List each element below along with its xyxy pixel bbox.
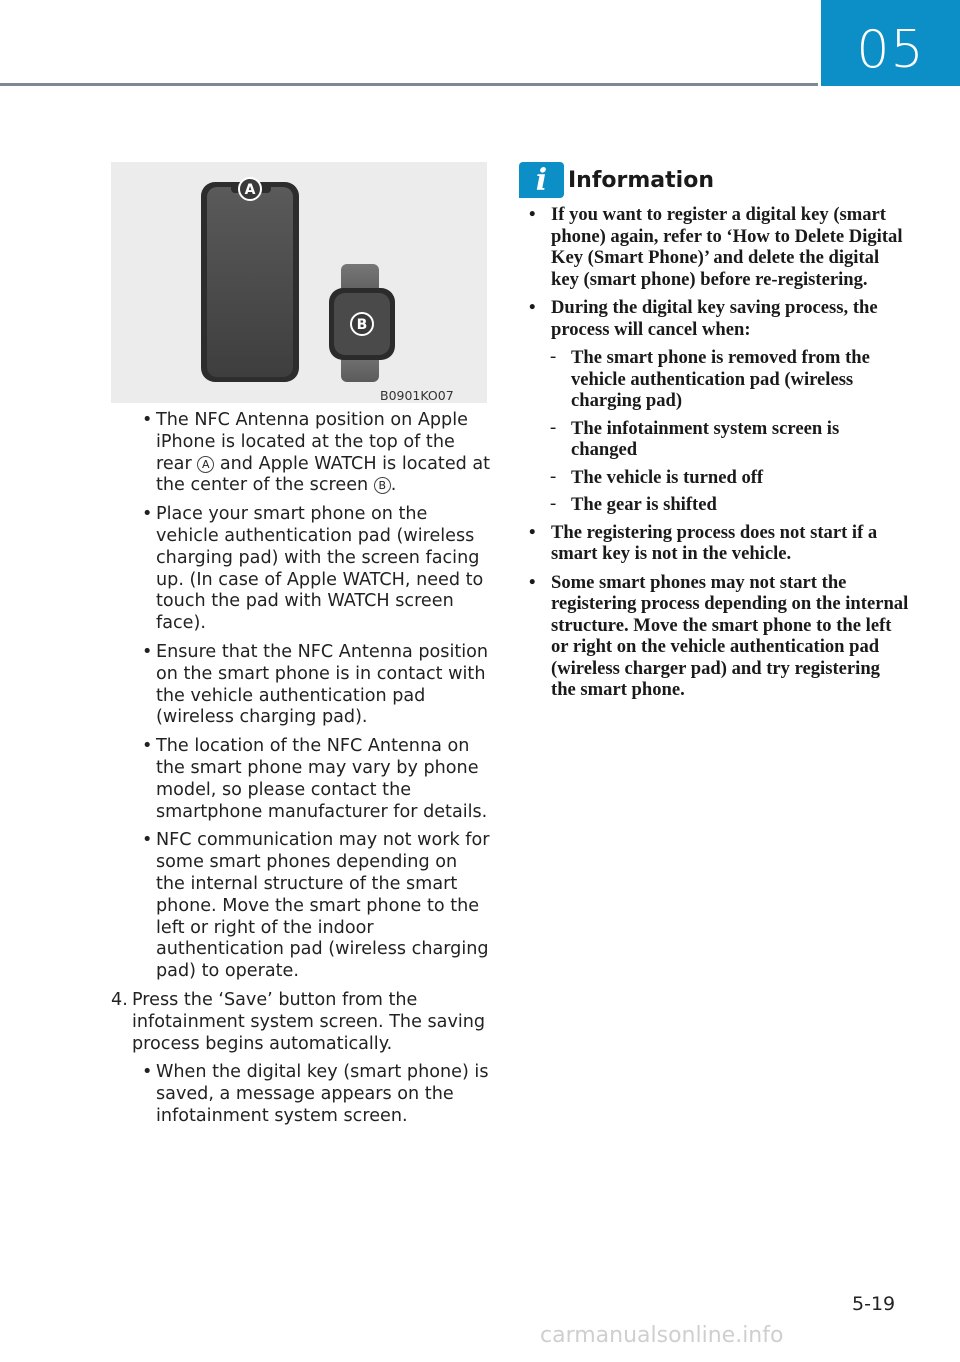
info-bullet-reregister: [529, 204, 909, 290]
bullet-dot: •: [142, 504, 153, 525]
bullet-text: .: [390, 475, 397, 496]
chapter-tab: 05: [821, 0, 960, 86]
bullet-nfc-communication: [111, 830, 491, 983]
information-title: Information: [568, 168, 714, 193]
bullet-text: The registering process does not start if a smart key is not in the vehicle.: [551, 521, 878, 564]
bullet-dot: •: [142, 736, 153, 757]
header-rule: [0, 83, 818, 86]
figure-phone-watch: [111, 162, 487, 403]
info-bullet-cancel-conditions: [529, 297, 909, 340]
bullet-dot: •: [142, 1062, 153, 1083]
bullet-dot: •: [529, 571, 536, 593]
bullet-text: The NFC Antenna position on Apple iPhone is located at the top of the rear: [156, 410, 468, 474]
dash-marker: -: [550, 465, 557, 487]
sub-item-text: The smart phone is removed from the vehicle authentication pad (wireless charging pad): [571, 347, 870, 411]
bullet-antenna-location: [111, 736, 491, 823]
figure-caption: B0901KO07: [380, 388, 454, 403]
bullet-text: When the digital key (smart phone) is saved, a message appears on the infotainment system screen.: [156, 1062, 489, 1126]
step-text: Press the ‘Save’ button from the infotainment system screen. The saving process begins automatically.: [132, 989, 486, 1054]
info-bullet-smart-key: [529, 522, 909, 565]
bullet-text: Some smart phones may not start the registering process depending on the internal structure. Move the smart phone to the left or right on the vehicle authentication pad (wireless charger pad) and try registering the smart phone.: [551, 571, 909, 700]
marker-a-label: A: [244, 182, 256, 198]
bullet-text: and Apple WATCH is located at the center of the screen: [156, 453, 491, 496]
information-icon: i: [519, 162, 564, 198]
sub-item-text: The gear is shifted: [571, 494, 717, 515]
bullet-text: If you want to register a digital key (smart phone) again, refer to ‘How to Delete Digital Key (Smart Phone)’ and delete the digital key (smart phone) before re-registering.: [551, 204, 903, 290]
sub-item-text: The infotainment system screen is changed: [571, 417, 840, 460]
bullet-place-phone: [111, 504, 491, 635]
bullet-key-saved: [111, 1062, 491, 1127]
bullet-antenna-position: [111, 410, 491, 497]
sub-item-screen-changed: [529, 418, 909, 461]
bullet-text: The location of the NFC Antenna on the smart phone may vary by phone model, so please contact the smartphone manufacturer for details.: [156, 736, 488, 822]
bullet-text: Place your smart phone on the vehicle authentication pad (wireless charging pad) with the screen facing up. (In case of Apple WATCH, need to touch the pad with WATCH screen face).: [156, 504, 484, 634]
bullet-dot: •: [529, 297, 536, 318]
bullet-text: During the digital key saving process, the process will cancel when:: [551, 297, 878, 340]
bullet-dot: •: [529, 521, 536, 543]
dash-marker: -: [550, 493, 557, 514]
page-number: 5-19: [852, 1293, 896, 1315]
bullet-text: Ensure that the NFC Antenna position on the smart phone is in contact with the vehicle authentication pad (wireless charging pad).: [156, 641, 489, 728]
bullet-dot: •: [142, 641, 153, 662]
bullet-dot: •: [142, 830, 153, 851]
bullet-dot: •: [529, 204, 536, 225]
dash-marker: -: [550, 416, 557, 438]
bullet-dot: •: [142, 410, 153, 430]
sub-item-vehicle-off: [529, 467, 909, 489]
phone-screen: [207, 187, 293, 377]
circled-a-marker: A: [197, 456, 214, 473]
sub-item-phone-removed: [529, 347, 909, 412]
watermark: carmanualsonline.info: [540, 1323, 784, 1348]
sub-item-text: The vehicle is turned off: [571, 466, 764, 488]
dash-marker: -: [550, 346, 557, 367]
sub-item-gear-shifted: [529, 494, 909, 516]
left-column: [111, 410, 491, 1135]
step-number: 4.: [111, 989, 128, 1010]
step-4: [111, 990, 491, 1055]
bullet-text: NFC communication may not work for some smart phones depending on the internal structure of the smart phone. Move the smart phone to the left or right of the indoor authentication pad (wireless charging pad) to operate.: [156, 830, 490, 982]
circled-b-marker: B: [374, 477, 391, 494]
marker-b-label: B: [356, 317, 368, 333]
phone-watch-illustration: [111, 162, 487, 403]
info-bullet-internal-structure: [529, 572, 909, 701]
bullet-ensure-contact: [111, 642, 491, 729]
information-column: [529, 204, 909, 708]
